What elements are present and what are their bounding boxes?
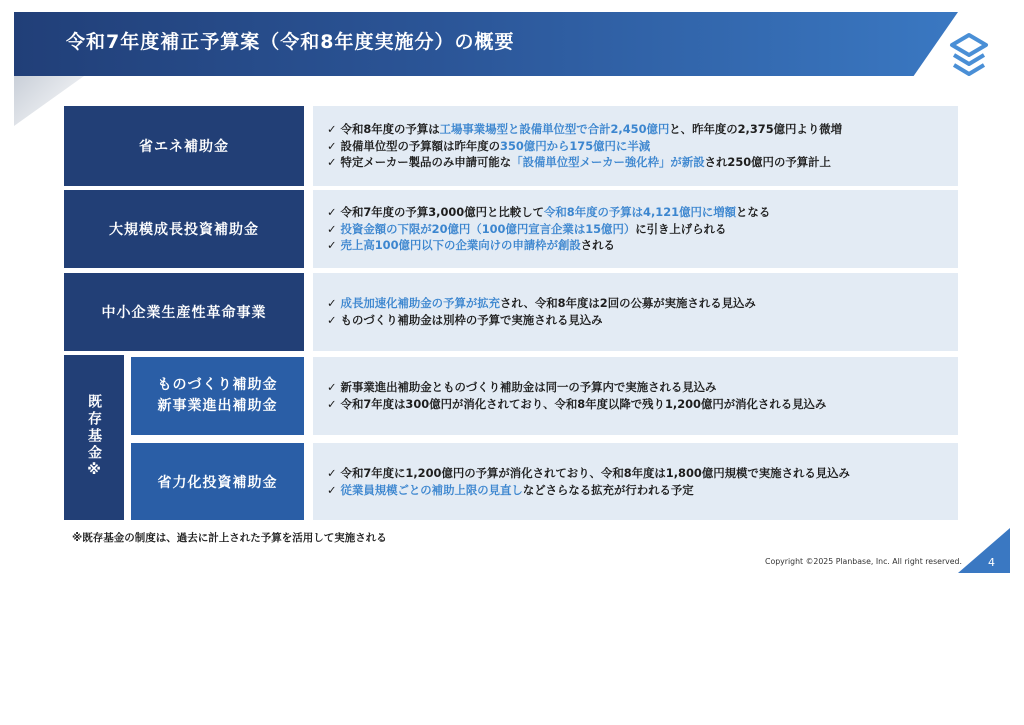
body-text: などさらなる拡充が行われる予定 <box>522 482 694 497</box>
check-icon: ✓ <box>327 296 337 311</box>
page-title: 令和7年度補正予算案（令和8年度実施分）の概要 <box>66 31 515 53</box>
body-text: され250億円の予算計上 <box>704 155 831 170</box>
stacked-layers-icon <box>946 31 992 81</box>
row-desc-monozukuri-shinjigyo <box>313 357 958 435</box>
page-number-tab <box>958 528 1010 573</box>
check-icon: ✓ <box>327 397 337 411</box>
row-desc-labor-saving <box>313 443 958 520</box>
row-desc-sme-productivity <box>313 273 958 351</box>
highlight-text: 350億円から175億円に半減 <box>500 138 651 153</box>
highlight-text: 投資金額の下限が20億円（100億円宣言企業は15億円） <box>340 221 636 236</box>
bullet-line <box>327 121 958 138</box>
highlight-text: 工場事業場型と設備単位型で合計2,450億円 <box>439 121 670 136</box>
highlight-text: 成長加速化補助金の予算が拡充 <box>340 296 501 311</box>
bullet-line <box>327 154 958 171</box>
row-label-line: ものづくり補助金 <box>157 377 278 393</box>
body-text: 新事業進出補助金とものづくり補助金は同一の予算内で実施される見込み <box>340 380 717 395</box>
check-icon: ✓ <box>327 380 337 395</box>
check-icon: ✓ <box>327 482 337 497</box>
bullet-line <box>327 312 958 329</box>
check-icon: ✓ <box>327 138 337 153</box>
body-text: に引き上げられる <box>635 221 727 236</box>
check-icon: ✓ <box>327 121 337 136</box>
existing-fund-group-label <box>64 355 124 520</box>
existing-fund-text: 既存基金※ <box>86 394 102 481</box>
body-text: 令和7年度は300億円が消化されており、令和8年度以降で残り1,200億円が消化される見込み <box>340 397 827 411</box>
check-icon: ✓ <box>327 465 337 480</box>
bullet-line <box>327 138 958 155</box>
body-text: 令和7年度の予算3,000億円と比較して <box>340 204 544 219</box>
row-label-energy-saving: 省エネ補助金 <box>64 106 304 186</box>
body-text: 令和8年度の予算は <box>340 121 440 136</box>
bullet-line <box>327 295 958 312</box>
row-label-labor-saving: 省力化投資補助金 <box>131 443 304 520</box>
bullet-line <box>327 482 958 499</box>
bullet-line <box>327 379 958 396</box>
check-icon: ✓ <box>327 204 337 219</box>
bullet-line <box>327 221 958 238</box>
highlight-text: 令和8年度の予算は4,121億円に増額 <box>543 204 737 219</box>
row-label-large-investment: 大規模成長投資補助金 <box>64 190 304 268</box>
highlight-text: 「設備単位型メーカー強化枠」が新設 <box>511 155 705 170</box>
body-text: ものづくり補助金は別枠の予算で実施される見込み <box>340 313 603 327</box>
check-icon: ✓ <box>327 313 337 327</box>
row-label-sme-productivity: 中小企業生産性革命事業 <box>64 273 304 351</box>
body-text: 令和7年度に1,200億円の予算が消化されており、令和8年度は1,800億円規模で実施される見込み <box>340 465 850 480</box>
body-text: 設備単位型の予算額は昨年度の <box>340 138 501 153</box>
bullet-line <box>327 237 958 254</box>
bullet-line <box>327 396 958 413</box>
body-text: と、昨年度の2,375億円より微増 <box>669 121 842 136</box>
bullet-line <box>327 204 958 221</box>
body-text: となる <box>736 204 771 219</box>
row-label-line: 新事業進出補助金 <box>157 398 278 414</box>
row-desc-energy-saving <box>313 106 958 186</box>
check-icon: ✓ <box>327 221 337 236</box>
bullet-line <box>327 465 958 482</box>
check-icon: ✓ <box>327 238 337 253</box>
highlight-text: 売上高100億円以下の企業向けの申請枠が創設 <box>340 238 581 253</box>
row-label-monozukuri-shinjigyo <box>131 357 304 435</box>
body-text: 特定メーカー製品のみ申請可能な <box>340 155 512 170</box>
body-text: され、令和8年度は2回の公募が実施される見込み <box>500 296 756 311</box>
check-icon: ✓ <box>327 155 337 170</box>
row-desc-large-investment <box>313 190 958 268</box>
page-number: 4 <box>988 556 995 569</box>
copyright: Copyright ©2025 Planbase, Inc. All right reserved. <box>765 557 962 566</box>
body-text: される <box>580 238 615 253</box>
footnote: ※既存基金の制度は、過去に計上された予算を活用して実施される <box>72 532 387 544</box>
highlight-text: 従業員規模ごとの補助上限の見直し <box>340 482 523 497</box>
